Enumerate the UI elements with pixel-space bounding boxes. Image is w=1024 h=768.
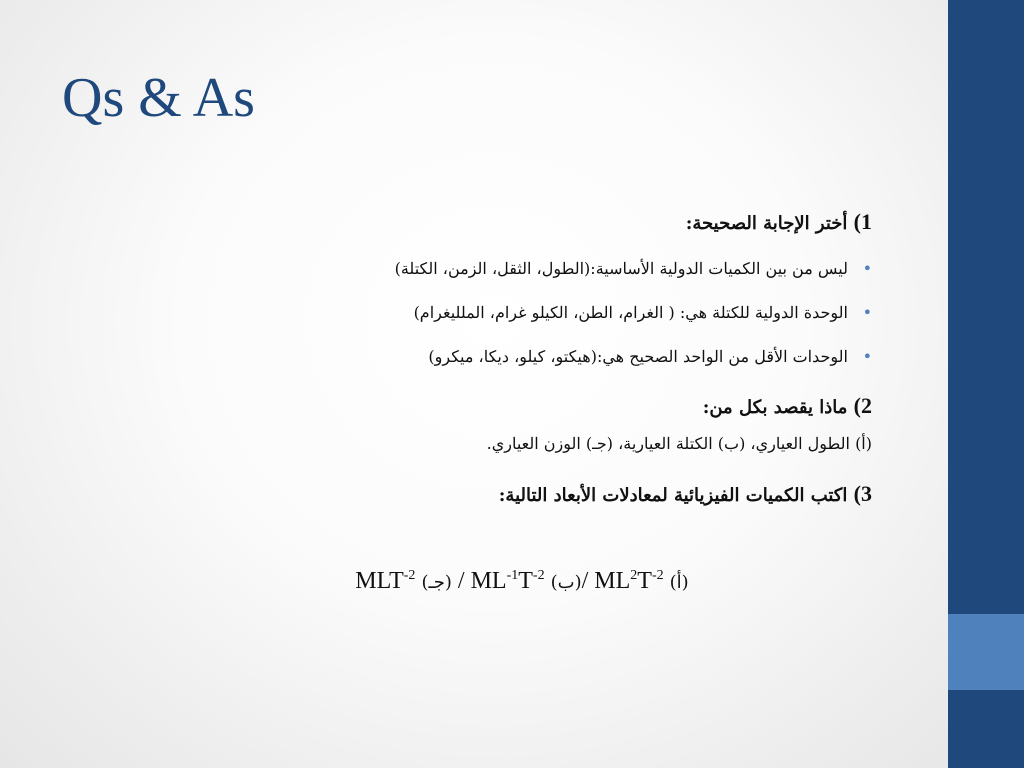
formula-separator: / [581,568,589,594]
formula-separator: / [457,568,465,594]
bullet-icon: • [862,259,872,278]
bullet-icon: • [862,347,872,366]
bullet-text: الوحدة الدولية للكتلة هي: ( الغرام، الطن، الكيلو غرام، الملليغرام) [413,303,848,322]
formula-b-label: (ب) [550,572,582,593]
slide-content [260,205,872,513]
question-1-text: أختر الإجابة الصحيحة: [685,213,848,234]
bullet-icon: • [862,303,872,322]
list-item [260,291,872,335]
question-1-number: 1) [853,209,872,234]
sidebar-accent-block [948,614,1024,690]
list-item [260,335,872,379]
formula-a: $ML^2T^{-2}$ [594,568,664,594]
question-2-terms: (أ) الطول العياري، (ب) الكتلة العيارية، (جـ) الوزن العياري. [486,434,872,453]
formula-b: $ML^{-1}T^{-2}$ [470,568,545,594]
formula-a-label: (أ) [669,572,689,593]
question-1-options [260,247,872,379]
question-3-number: 3) [853,481,872,506]
question-1-heading [260,205,872,241]
list-item [260,247,872,291]
slide-title: Qs & As [62,67,255,129]
dimensional-formulas [304,556,740,603]
question-3-text: اكتب الكميات الفيزيائية لمعادلات الأبعاد التالية: [498,485,848,506]
bullet-text: الوحدات الأقل من الواحد الصحيح هي:(هيكتو، كيلو، ديكا، ميكرو) [428,347,848,366]
question-2-heading [260,389,872,425]
question-3-heading [260,477,872,513]
bullet-text: ليس من بين الكميات الدولية الأساسية:(الطول، الثقل، الزمن، الكتلة) [394,259,848,278]
formula-c: $MLT^{-2}$ [355,568,416,594]
question-2-text: ماذا يقصد بكل من: [702,397,848,418]
formula-c-label: (جـ) [421,572,452,593]
question-2-number: 2) [853,393,872,418]
